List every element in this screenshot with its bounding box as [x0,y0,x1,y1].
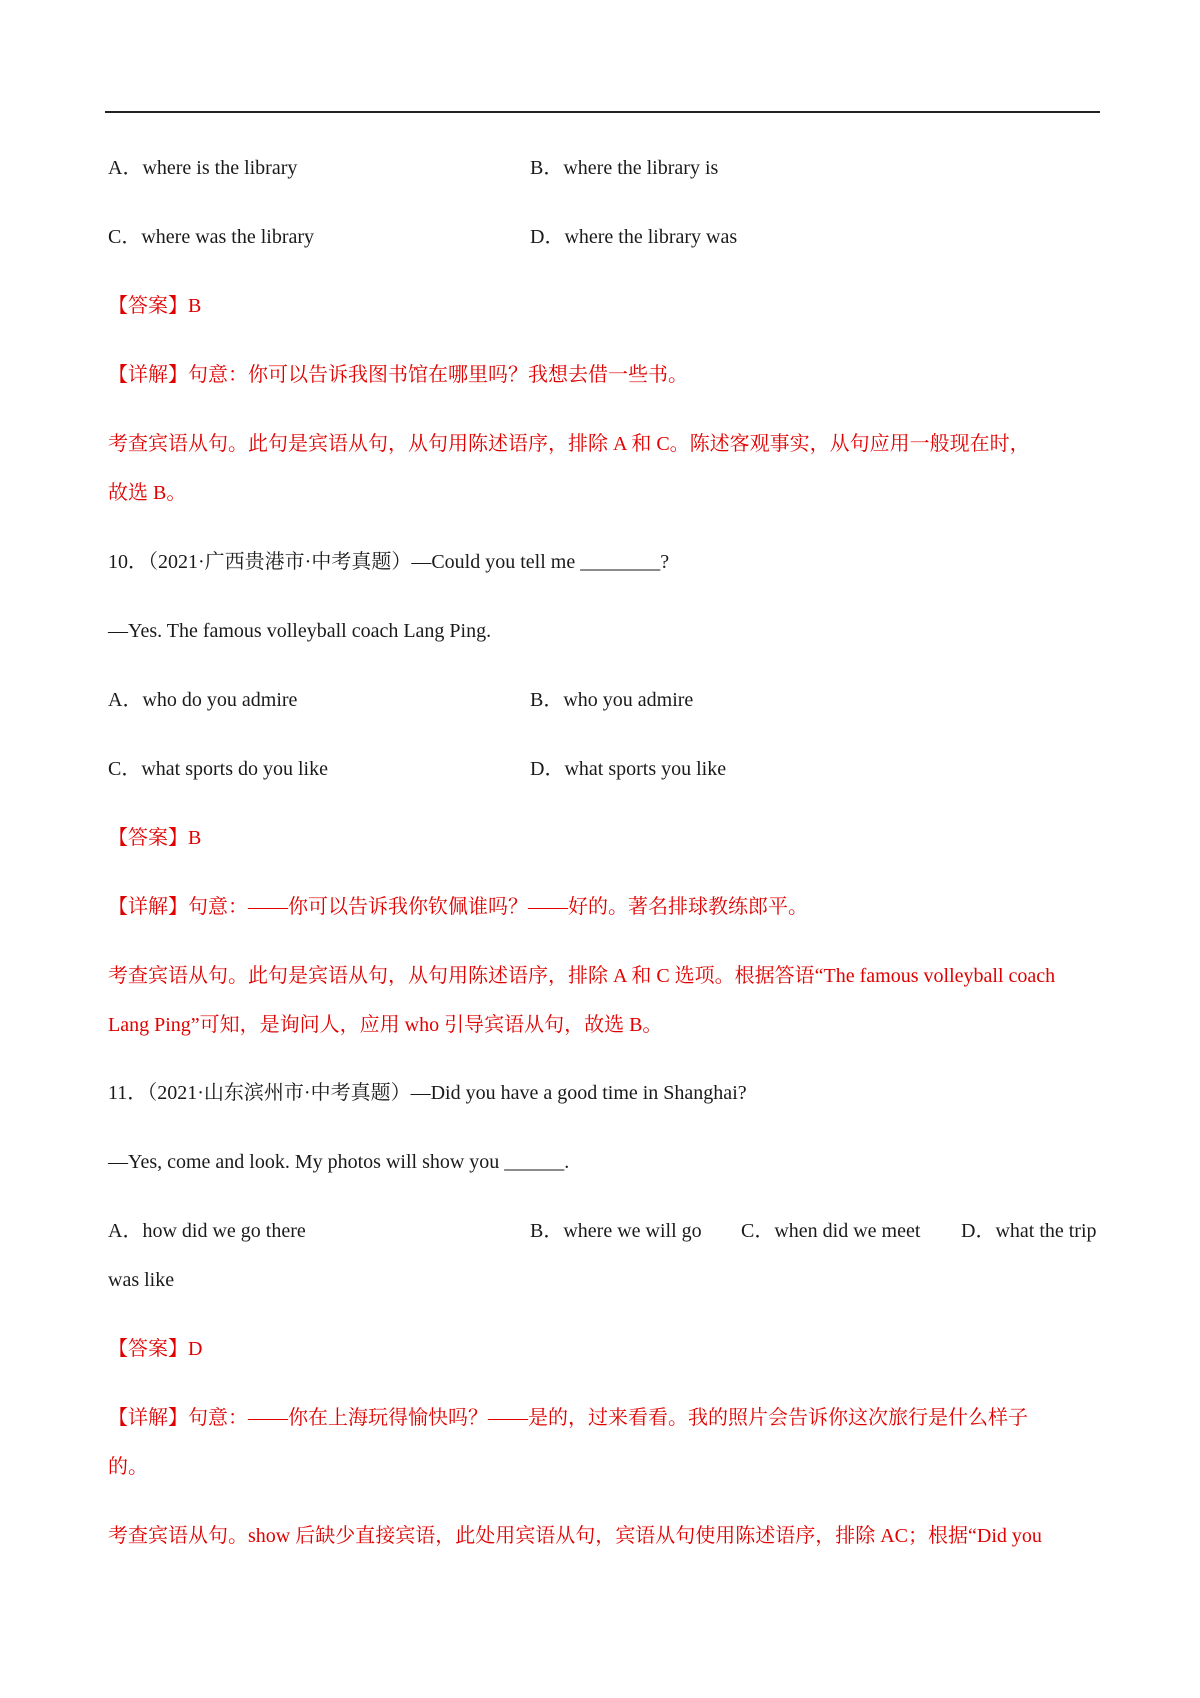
q11-detail-line-1: 【详解】句意：——你在上海玩得愉快吗？——是的，过来看看。我的照片会告诉你这次旅行是什么样子 [108,1407,1028,1429]
q9-option-b: B．where the library is [530,157,719,179]
q10-option-c: C．what sports do you like [108,758,328,780]
header-rule [105,111,1100,113]
q11-option-d: D．what the trip [961,1220,1097,1242]
q9-option-a: A．where is the library [108,157,298,179]
q10-analysis-line-1: 考查宾语从句。此句是宾语从句，从句用陈述语序，排除 A 和 C 选项。根据答语“The famous volleyball coach [108,965,1056,987]
q10-answer: 【答案】B [108,827,202,849]
q9-analysis-line-2: 故选 B。 [108,482,187,504]
q11-option-b: B．where we will go [530,1220,702,1242]
q10-option-a: A．who do you admire [108,689,298,711]
q10-detail: 【详解】句意：——你可以告诉我你钦佩谁吗？——好的。著名排球教练郎平。 [108,896,808,918]
q9-option-c: C．where was the library [108,226,315,248]
q11-answer: 【答案】D [108,1338,203,1360]
q10-option-b: B．who you admire [530,689,694,711]
q11-stem: 11．（2021·山东滨州市·中考真题）—Did you have a good time in Shanghai? [108,1082,747,1104]
q11-detail-line-2: 的。 [108,1456,148,1478]
q10-reply: —Yes. The famous volleyball coach Lang Ping. [108,620,492,642]
q11-option-a: A．how did we go there [108,1220,306,1242]
q9-detail: 【详解】句意：你可以告诉我图书馆在哪里吗？我想去借一些书。 [108,364,688,386]
q9-analysis-line-1: 考查宾语从句。此句是宾语从句，从句用陈述语序，排除 A 和 C。陈述客观事实，从句应用一般现在时， [108,433,1030,455]
q11-option-c: C．when did we meet [741,1220,921,1242]
q9-option-d: D．where the library was [530,226,738,248]
q10-stem: 10．（2021·广西贵港市·中考真题）—Could you tell me ________? [108,551,670,573]
q10-analysis-line-2: Lang Ping”可知，是询问人，应用 who 引导宾语从句，故选 B。 [108,1014,663,1036]
q10-option-d: D．what sports you like [530,758,727,780]
q11-option-d-continued: was like [108,1269,175,1291]
q11-reply: —Yes, come and look. My photos will show you ______. [108,1151,570,1173]
q11-analysis-line-1: 考查宾语从句。show 后缺少直接宾语，此处用宾语从句，宾语从句使用陈述语序，排除 AC；根据“Did you [108,1525,1042,1547]
q9-answer: 【答案】B [108,295,202,317]
